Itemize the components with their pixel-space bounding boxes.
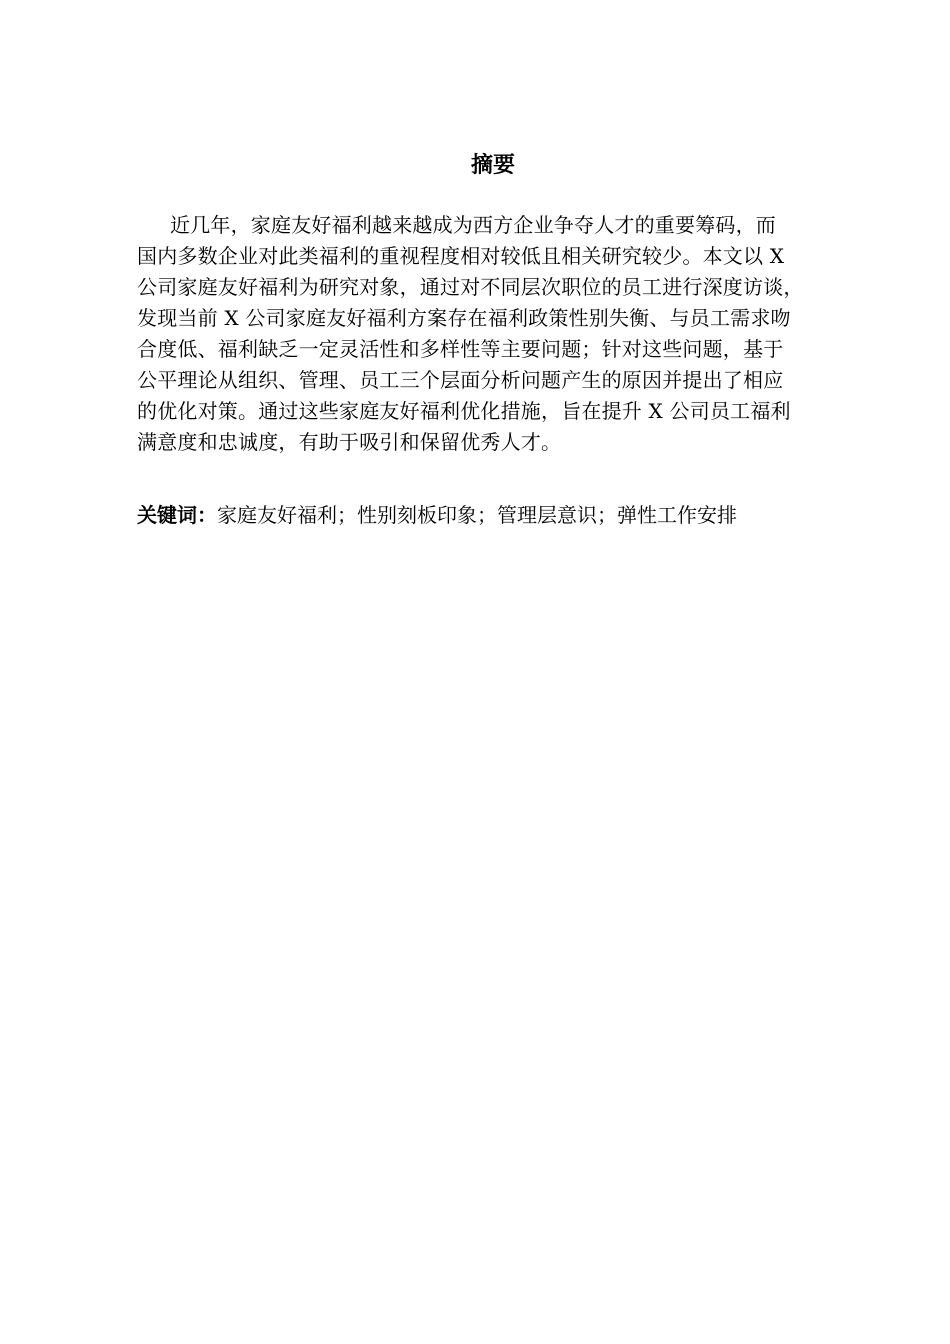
abstract-line: 公司家庭友好福利为研究对象，通过对不同层次职位的员工进行深度访谈， bbox=[137, 275, 804, 299]
abstract-line: 满意度和忠诚度，有助于吸引和保留优秀人才。 bbox=[137, 430, 562, 454]
abstract-line: 合度低、福利缺乏一定灵活性和多样性等主要问题；针对这些问题，基于 bbox=[137, 337, 784, 361]
keywords-text: 家庭友好福利；性别刻板印象；管理层意识；弹性工作安排 bbox=[217, 503, 737, 527]
abstract-title: 摘要 bbox=[470, 153, 515, 178]
abstract-line: 国内多数企业对此类福利的重视程度相对较低且相关研究较少。本文以 X bbox=[137, 244, 785, 268]
abstract-line: 公平理论从组织、管理、员工三个层面分析问题产生的原因并提出了相应 bbox=[137, 368, 784, 392]
keywords-label: 关键词： bbox=[137, 503, 217, 527]
abstract-line: 的优化对策。通过这些家庭友好福利优化措施，旨在提升 X 公司员工福利 bbox=[137, 399, 791, 423]
abstract-line: 近几年，家庭友好福利越来越成为西方企业争夺人才的重要筹码，而 bbox=[170, 213, 776, 237]
keywords-line bbox=[137, 500, 865, 532]
abstract-line: 发现当前 X 公司家庭友好福利方案存在福利政策性别失衡、与员工需求吻 bbox=[137, 306, 791, 330]
abstract-body bbox=[137, 210, 865, 458]
